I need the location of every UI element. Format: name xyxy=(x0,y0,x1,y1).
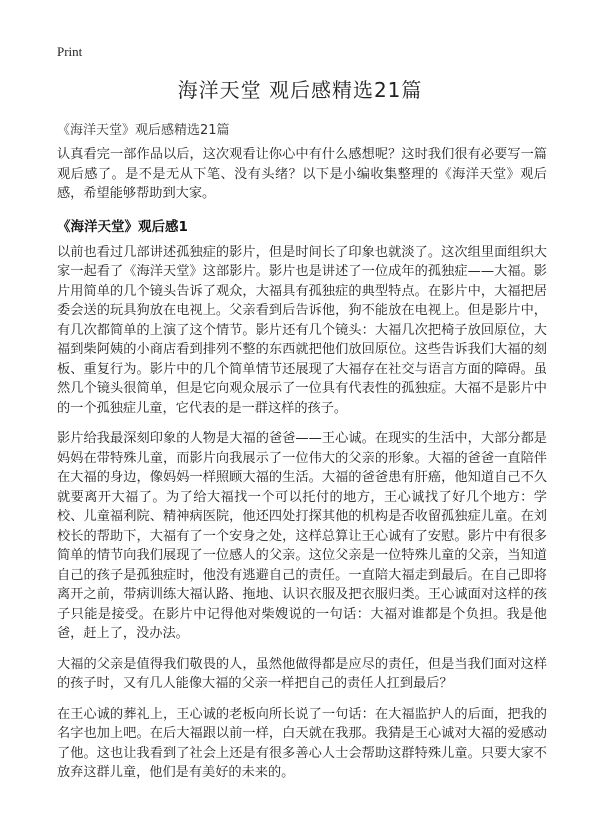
body-paragraph: 大福的父亲是值得我们敬畏的人，虽然他做得都是应尽的责任，但是当我们面对这样的孩子时，又有几人能像大福的父亲一样把自己的责任人扛到最后？ xyxy=(57,656,547,691)
body-paragraph: 在王心诚的葬礼上，王心诚的老板向所长说了一句话：在大福监护人的后面，把我的名字也加上吧。在后大福跟以前一样，白天就在我那。我猜是王心诚对大福的爱感动了他。这也让我看到了社会上还是有很多善心人士会帮助这群特殊儿童。只要大家不放弃这群儿童，他们是有美好的未来的。 xyxy=(57,706,547,780)
section-heading: 《海洋天堂》观后感1 xyxy=(57,218,188,235)
article-body xyxy=(57,145,547,794)
intro-paragraph: 认真看完一部作品以后，这次观看让你心中有什么感想呢？这时我们很有必要写一篇观后感了。是不是无从下笔、没有头绪？以下是小编收集整理的《海洋天堂》观后感，希望能够帮助到大家。 xyxy=(57,147,547,201)
subtitle: 《海洋天堂》观后感精选21篇 xyxy=(57,123,230,138)
print-link[interactable]: Print xyxy=(57,44,83,59)
page-title: 海洋天堂 观后感精选21篇 xyxy=(177,78,423,102)
body-paragraph: 影片给我最深刻印象的人物是大福的爸爸——王心诚。在现实的生活中，大部分都是妈妈在带特殊儿童，而影片向我展示了一位伟大的父亲的形象。大福的爸爸一直陪伴在大福的身边，像妈妈一样照顾大福的生活。大福的爸爸患有肝癌，他知道自己不久就要离开大福了。为了给大福找一个可以托付的地方，王心诚找了好几个地方：学校、儿童福利院、精神病医院，他还四处打探其他的机构是否收留孤独症儿童。在刘校长的帮助下，大福有了一个安身之处，这样总算让王心诚有了安慰。影片中有很多简单的情节向我们展现了一位感人的父亲。这位父亲是一位特殊儿童的父亲，当知道自己的孩子是孤独症时，他没有逃避自己的责任。一直陪大福走到最后。在自己即将离开之前，带病训练大福认路、拖地、认识衣服及把衣服归类。王心诚面对这样的孩子只能是接受。在影片中记得他对柴嫂说的一句话：大福对谁都是个负担。我是他爸，赶上了，没办法。 xyxy=(57,431,547,641)
body-paragraph: 以前也看过几部讲述孤独症的影片，但是时间长了印象也就淡了。这次组里面组织大家一起看了《海洋天堂》这部影片。影片也是讲述了一位成年的孤独症——大福。影片用简单的几个镜头告诉了观众，大福具有孤独症的典型特点。在影片中，大福把居委会送的玩具狗放在电视上。父亲看到后告诉他，狗不能放在电视上。但是影片中，有几次都简单的上演了这个情节。影片还有几个镜头：大福几次把椅子放回原位，大福到柴阿姨的小商店看到排列不整的东西就把他们放回原位。这些告诉我们大福的刻板、重复行为。影片中的几个简单情节还展现了大福存在社交与语言方面的障碍。虽然几个镜头很简单，但是它向观众展示了一位具有代表性的孤独症。大福不是影片中的一个孤独症儿童，它代表的是一群这样的孩子。 xyxy=(57,244,547,416)
